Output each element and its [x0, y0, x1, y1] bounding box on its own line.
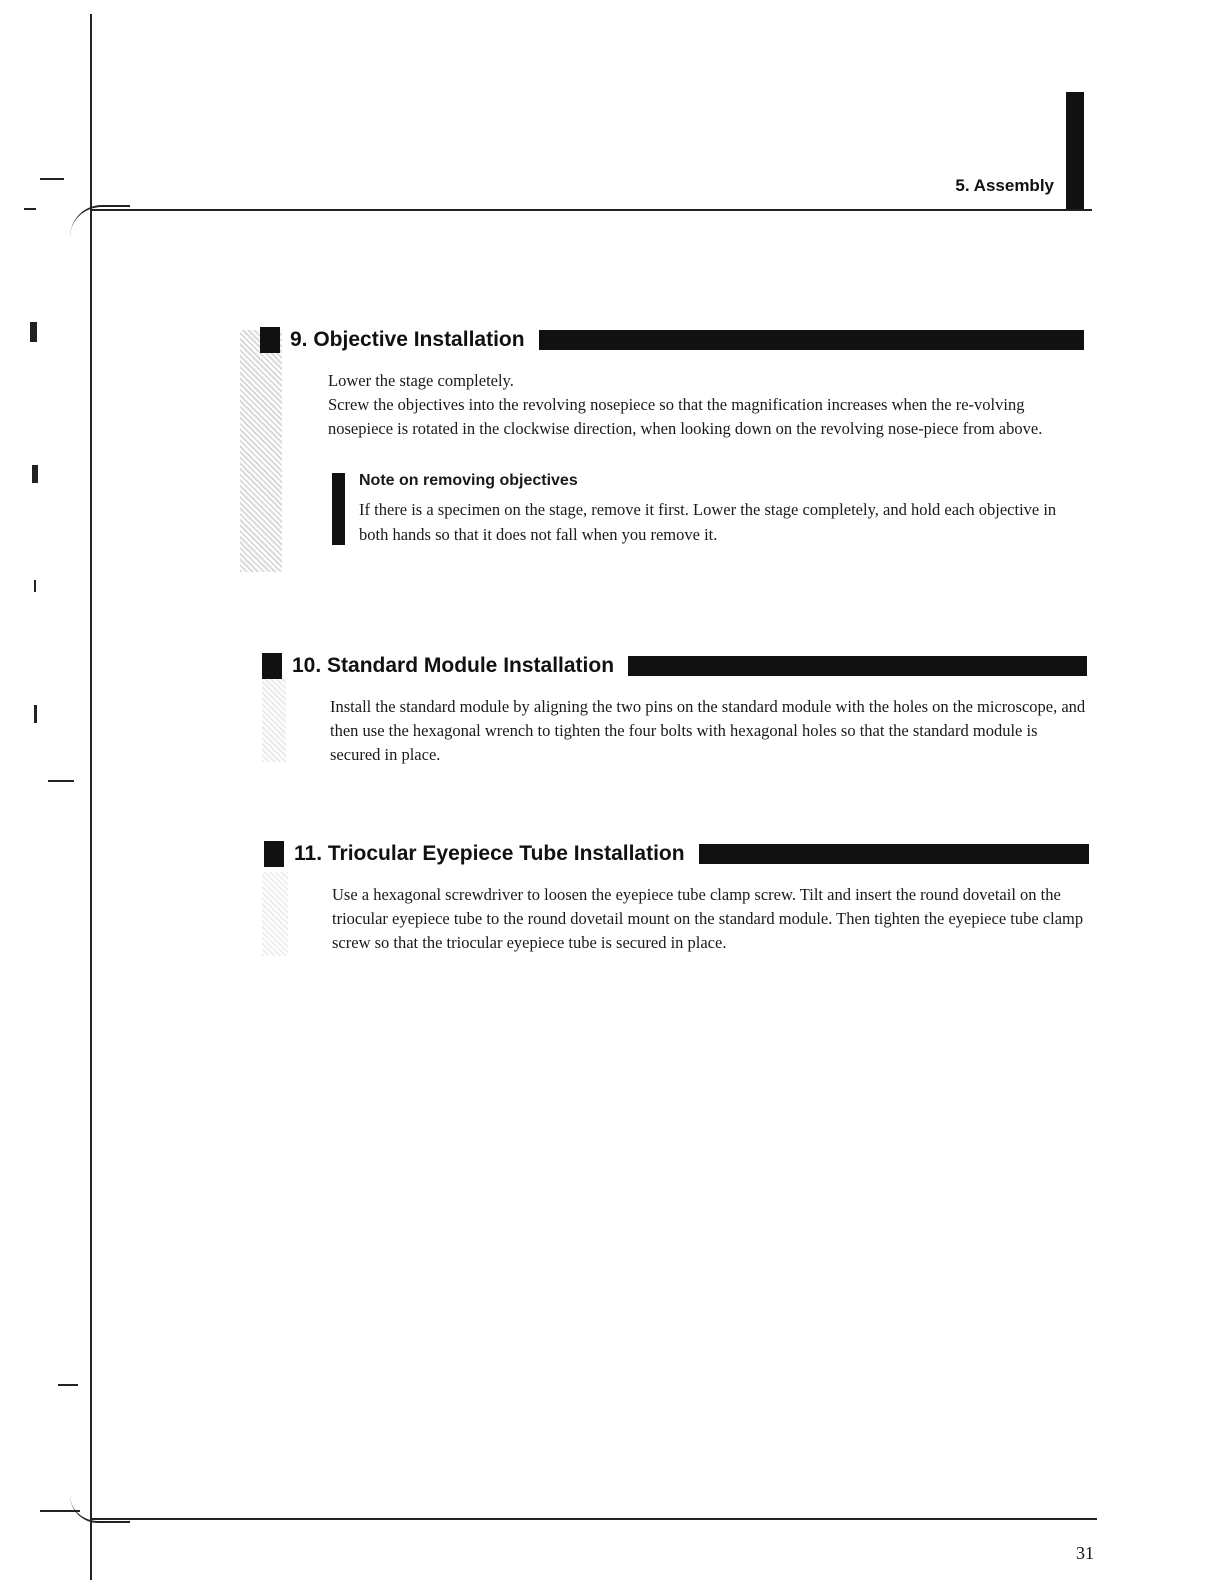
note-bar-marker [332, 473, 345, 545]
section-body [330, 695, 1087, 767]
section-objective-installation [260, 325, 1084, 547]
section-square-marker [264, 841, 284, 867]
note-box [332, 469, 1084, 547]
scan-mark [32, 465, 38, 483]
section-triocular-eyepiece-tube-installation [264, 839, 1089, 955]
scan-mark [34, 580, 36, 592]
section-title: 11. Triocular Eyepiece Tube Installation [294, 842, 685, 865]
header-rule [92, 209, 1092, 211]
chapter-tab-marker [1066, 92, 1084, 210]
paragraph: Lower the stage completely. [328, 371, 514, 390]
note-text: If there is a specimen on the stage, remove it first. Lower the stage completely, and hold each objective in both hands so that it does not fall when you remove it. [359, 500, 1057, 544]
scan-mark [24, 208, 36, 210]
scan-mark [34, 705, 37, 723]
section-square-marker [260, 327, 280, 353]
paragraph: Screw the objectives into the revolving nosepiece so that the magnification increases when the re-volving nosepiece is rotated in the clockwise direction, when looking down on the revolving nose-piece from above. [328, 395, 1043, 438]
chapter-header: 5. Assembly [955, 176, 1054, 195]
section-heading [264, 839, 1089, 869]
section-heading [260, 325, 1084, 355]
section-title: 9. Objective Installation [290, 328, 525, 351]
footer-rule [92, 1518, 1097, 1520]
paragraph: Install the standard module by aligning the two pins on the standard module with the holes on the microscope, and then use the hexagonal wrench to tighten the four bolts with hexagonal holes so that the standard module is secured in place. [330, 697, 1086, 764]
section-standard-module-installation [262, 651, 1087, 767]
binding-line [90, 14, 92, 1580]
note-title: Note on removing objectives [359, 472, 578, 489]
section-heading [262, 651, 1087, 681]
section-title: 10. Standard Module Installation [292, 654, 615, 677]
scan-mark [40, 178, 64, 180]
section-heading-bar [539, 330, 1084, 350]
paragraph: Use a hexagonal screwdriver to loosen the eyepiece tube clamp screw. Tilt and insert the round dovetail on the triocular eyepiece tube to the round dovetail mount on the standard module. Then tighten the eyepiece tube clamp screw so that the triocular eyepiece tube is secured in place. [332, 885, 1084, 952]
scan-mark [58, 1384, 78, 1386]
section-body [332, 883, 1089, 955]
scan-mark [48, 780, 74, 782]
scan-mark [30, 322, 37, 342]
page-number: 31 [1076, 1543, 1094, 1563]
section-heading-bar [699, 844, 1089, 864]
section-square-marker [262, 653, 282, 679]
section-heading-bar [628, 656, 1087, 676]
section-body [328, 369, 1084, 547]
